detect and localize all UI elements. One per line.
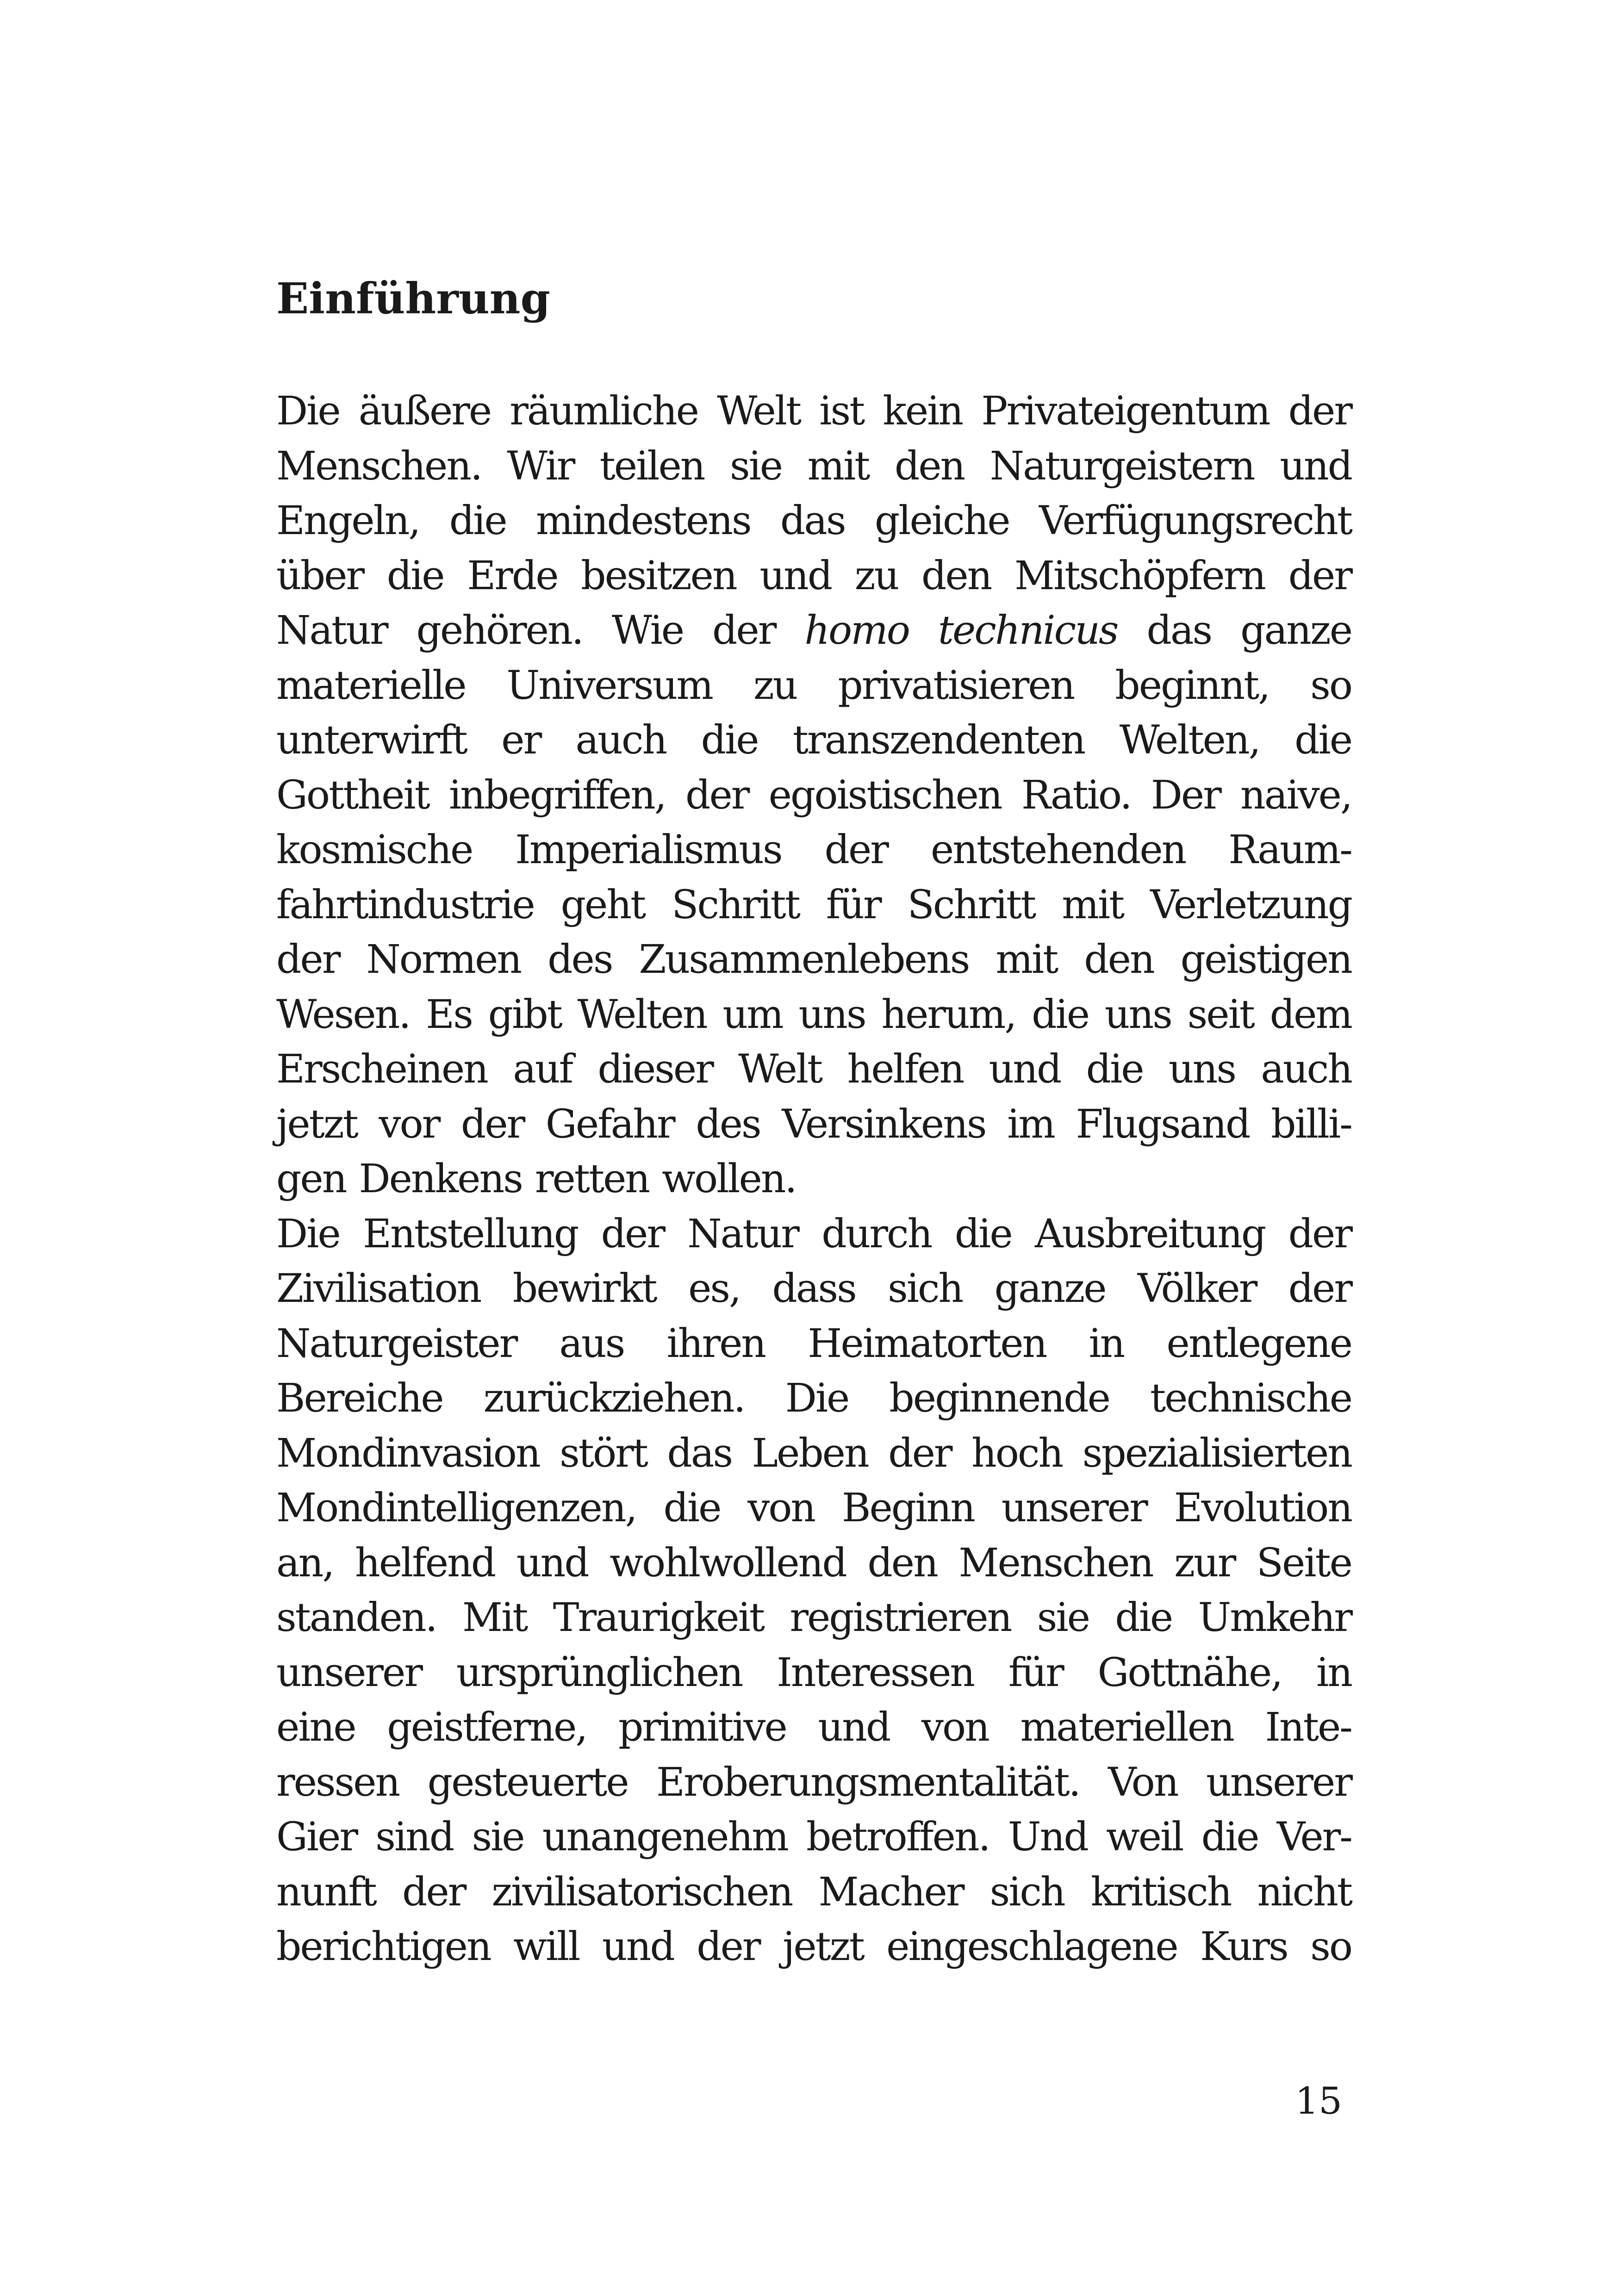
text-line: Engeln, die mindestens das gleiche Verfügungsrecht — [276, 498, 1351, 544]
text-line: über die Erde besitzen und zu den Mitschöpfern der — [276, 553, 1351, 599]
body-text — [276, 384, 1351, 1975]
text-line: Die äußere räumliche Welt ist kein Privateigentum der — [276, 388, 1351, 434]
text-line: Gottheit inbegriffen, der egoistischen Ratio. Der naive, — [276, 772, 1351, 818]
text-line: eine geistferne, primitive und von materiellen Inte- — [276, 1705, 1351, 1750]
italic-term: homo technicus — [804, 608, 1118, 653]
chapter-heading: Einführung — [276, 274, 550, 324]
text-line: materielle Universum zu privatisieren beginnt, so — [276, 662, 1351, 709]
text-segment: das ganze — [1117, 608, 1351, 653]
text-line: kosmische Imperialismus der entstehenden Raum- — [276, 827, 1351, 873]
text-line: Mondinvasion stört das Leben der hoch spezialisierten — [276, 1430, 1351, 1476]
text-line: an, helfend und wohlwollend den Menschen zur Seite — [276, 1540, 1351, 1586]
text-line: Die Entstellung der Natur durch die Ausbreitung der — [276, 1211, 1351, 1257]
text-line — [276, 604, 1351, 659]
text-line: Zivilisation bewirkt es, dass sich ganze Völker der — [276, 1266, 1351, 1312]
text-line: Mondintelligenzen, die von Beginn unserer Evolution — [276, 1485, 1351, 1531]
text-line: nunft der zivilisatorischen Macher sich kritisch nicht — [276, 1869, 1351, 1915]
text-line: standen. Mit Traurigkeit registrieren sie die Umkehr — [276, 1595, 1351, 1641]
text-line: unterwirft er auch die transzendenten Welten, die — [276, 717, 1351, 763]
text-segment: Natur gehören. Wie der — [276, 608, 805, 653]
text-line: Bereiche zurückziehen. Die beginnende technische — [276, 1375, 1351, 1421]
text-line: Menschen. Wir teilen sie mit den Naturgeistern und — [276, 443, 1351, 489]
text-line: unserer ursprünglichen Interessen für Gottnähe, in — [276, 1649, 1351, 1696]
text-line: jetzt vor der Gefahr des Versinkens im Flugsand billi- — [276, 1101, 1351, 1147]
text-line: berichtigen will und der jetzt eingeschlagene Kurs so — [276, 1924, 1351, 1970]
text-line: der Normen des Zusammenlebens mit den geistigen — [276, 937, 1351, 983]
page-number: 15 — [1295, 2079, 1342, 2122]
text-line: gen Denkens retten wollen. — [276, 1156, 796, 1202]
text-line: Gier sind sie unangenehm betroffen. Und weil die Ver- — [276, 1814, 1351, 1860]
text-line: Erscheinen auf dieser Welt helfen und die uns auch — [276, 1046, 1351, 1092]
text-line: fahrtindustrie geht Schritt für Schritt mit Verletzung — [276, 882, 1351, 928]
text-line: Wesen. Es gibt Welten um uns herum, die uns seit dem — [276, 991, 1351, 1038]
text-line: ressen gesteuerte Eroberungsmentalität. Von unserer — [276, 1759, 1351, 1805]
text-line: Naturgeister aus ihren Heimatorten in entlegene — [276, 1320, 1351, 1367]
